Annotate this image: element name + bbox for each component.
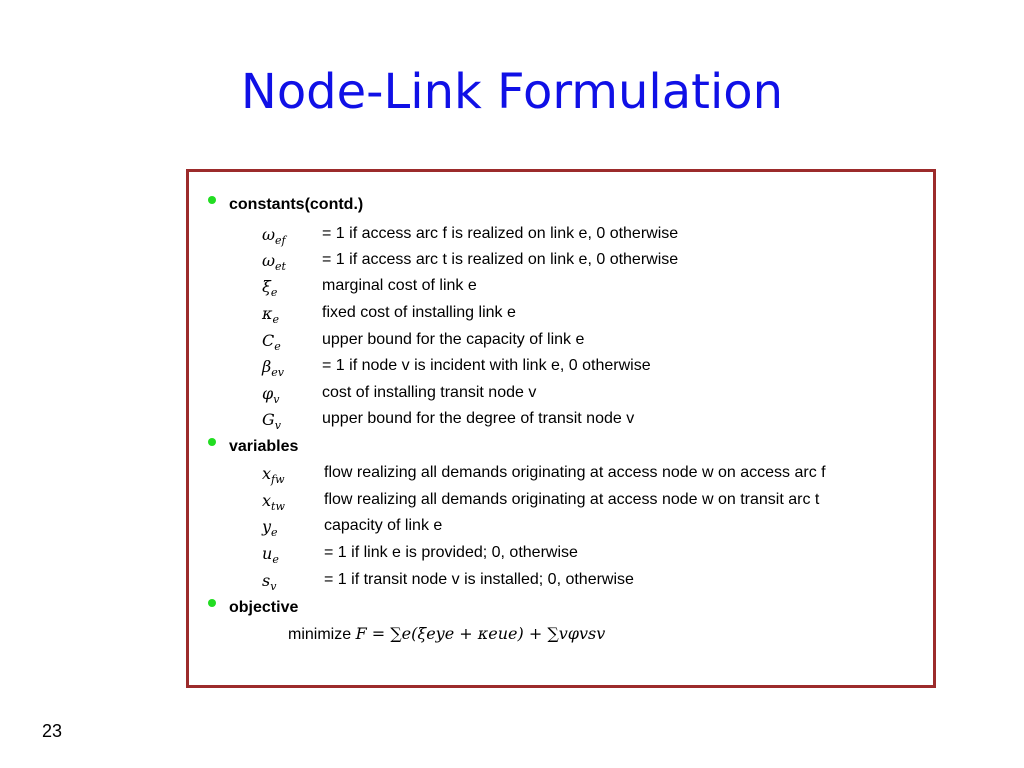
symbol-c-e: $C_e$ (262, 331, 281, 353)
definition-u-e: = 1 if link e is provided; 0, otherwise (324, 544, 578, 561)
page-number: 23 (42, 721, 63, 741)
symbol-xi-e: $\xi_e$ (262, 277, 278, 299)
symbol-x-fw: $x_{fw}$ (262, 464, 285, 486)
slide-title: Node-Link Formulation (240, 64, 784, 120)
symbol-omega-et: $\omega_{et}$ (262, 251, 286, 273)
bullet-icon (208, 438, 216, 446)
objective-formula (288, 624, 605, 644)
bullet-icon (208, 196, 216, 204)
symbol-phi-v: $\varphi_v$ (262, 384, 280, 406)
definition-s-v: = 1 if transit node v is installed; 0, otherwise (324, 571, 634, 588)
symbol-x-tw: $x_{tw}$ (262, 491, 285, 513)
bullet-icon (208, 599, 216, 607)
definition-omega-ef: = 1 if access arc f is realized on link e, 0 otherwise (322, 225, 679, 242)
definition-g-v: upper bound for the degree of transit node v (322, 410, 635, 427)
content-box (186, 169, 936, 688)
symbol-s-v: $s_v$ (262, 571, 277, 593)
definition-c-e: upper bound for the capacity of link e (322, 331, 585, 348)
objective-label: minimize (288, 626, 352, 643)
definition-kappa-e: fixed cost of installing link e (322, 304, 516, 321)
symbol-beta-ev: $\beta_{ev}$ (262, 357, 284, 379)
definition-phi-v: cost of installing transit node v (322, 384, 537, 401)
definition-y-e: capacity of link e (324, 517, 443, 534)
symbol-y-e: $y_e$ (262, 517, 278, 539)
objective-expression: F = ∑e(ξeye + κeue) + ∑vφvsv (355, 624, 606, 643)
symbol-kappa-e: $\kappa_e$ (262, 304, 280, 326)
symbol-omega-ef: $\omega_{ef}$ (262, 225, 286, 247)
definition-x-fw: flow realizing all demands originating at access node w on access arc f (324, 464, 826, 481)
definition-omega-et: = 1 if access arc t is realized on link e, 0 otherwise (322, 251, 679, 268)
definition-x-tw: flow realizing all demands originating at access node w on transit arc t (324, 491, 820, 508)
symbol-g-v: $G_v$ (262, 410, 281, 432)
symbol-u-e: $u_e$ (262, 544, 279, 566)
section-heading-constants: constants(contd.) (229, 196, 364, 213)
definition-xi-e: marginal cost of link e (322, 277, 477, 294)
definition-beta-ev: = 1 if node v is incident with link e, 0 otherwise (322, 357, 651, 374)
section-heading-variables: variables (229, 438, 299, 455)
section-heading-objective: objective (229, 599, 299, 616)
